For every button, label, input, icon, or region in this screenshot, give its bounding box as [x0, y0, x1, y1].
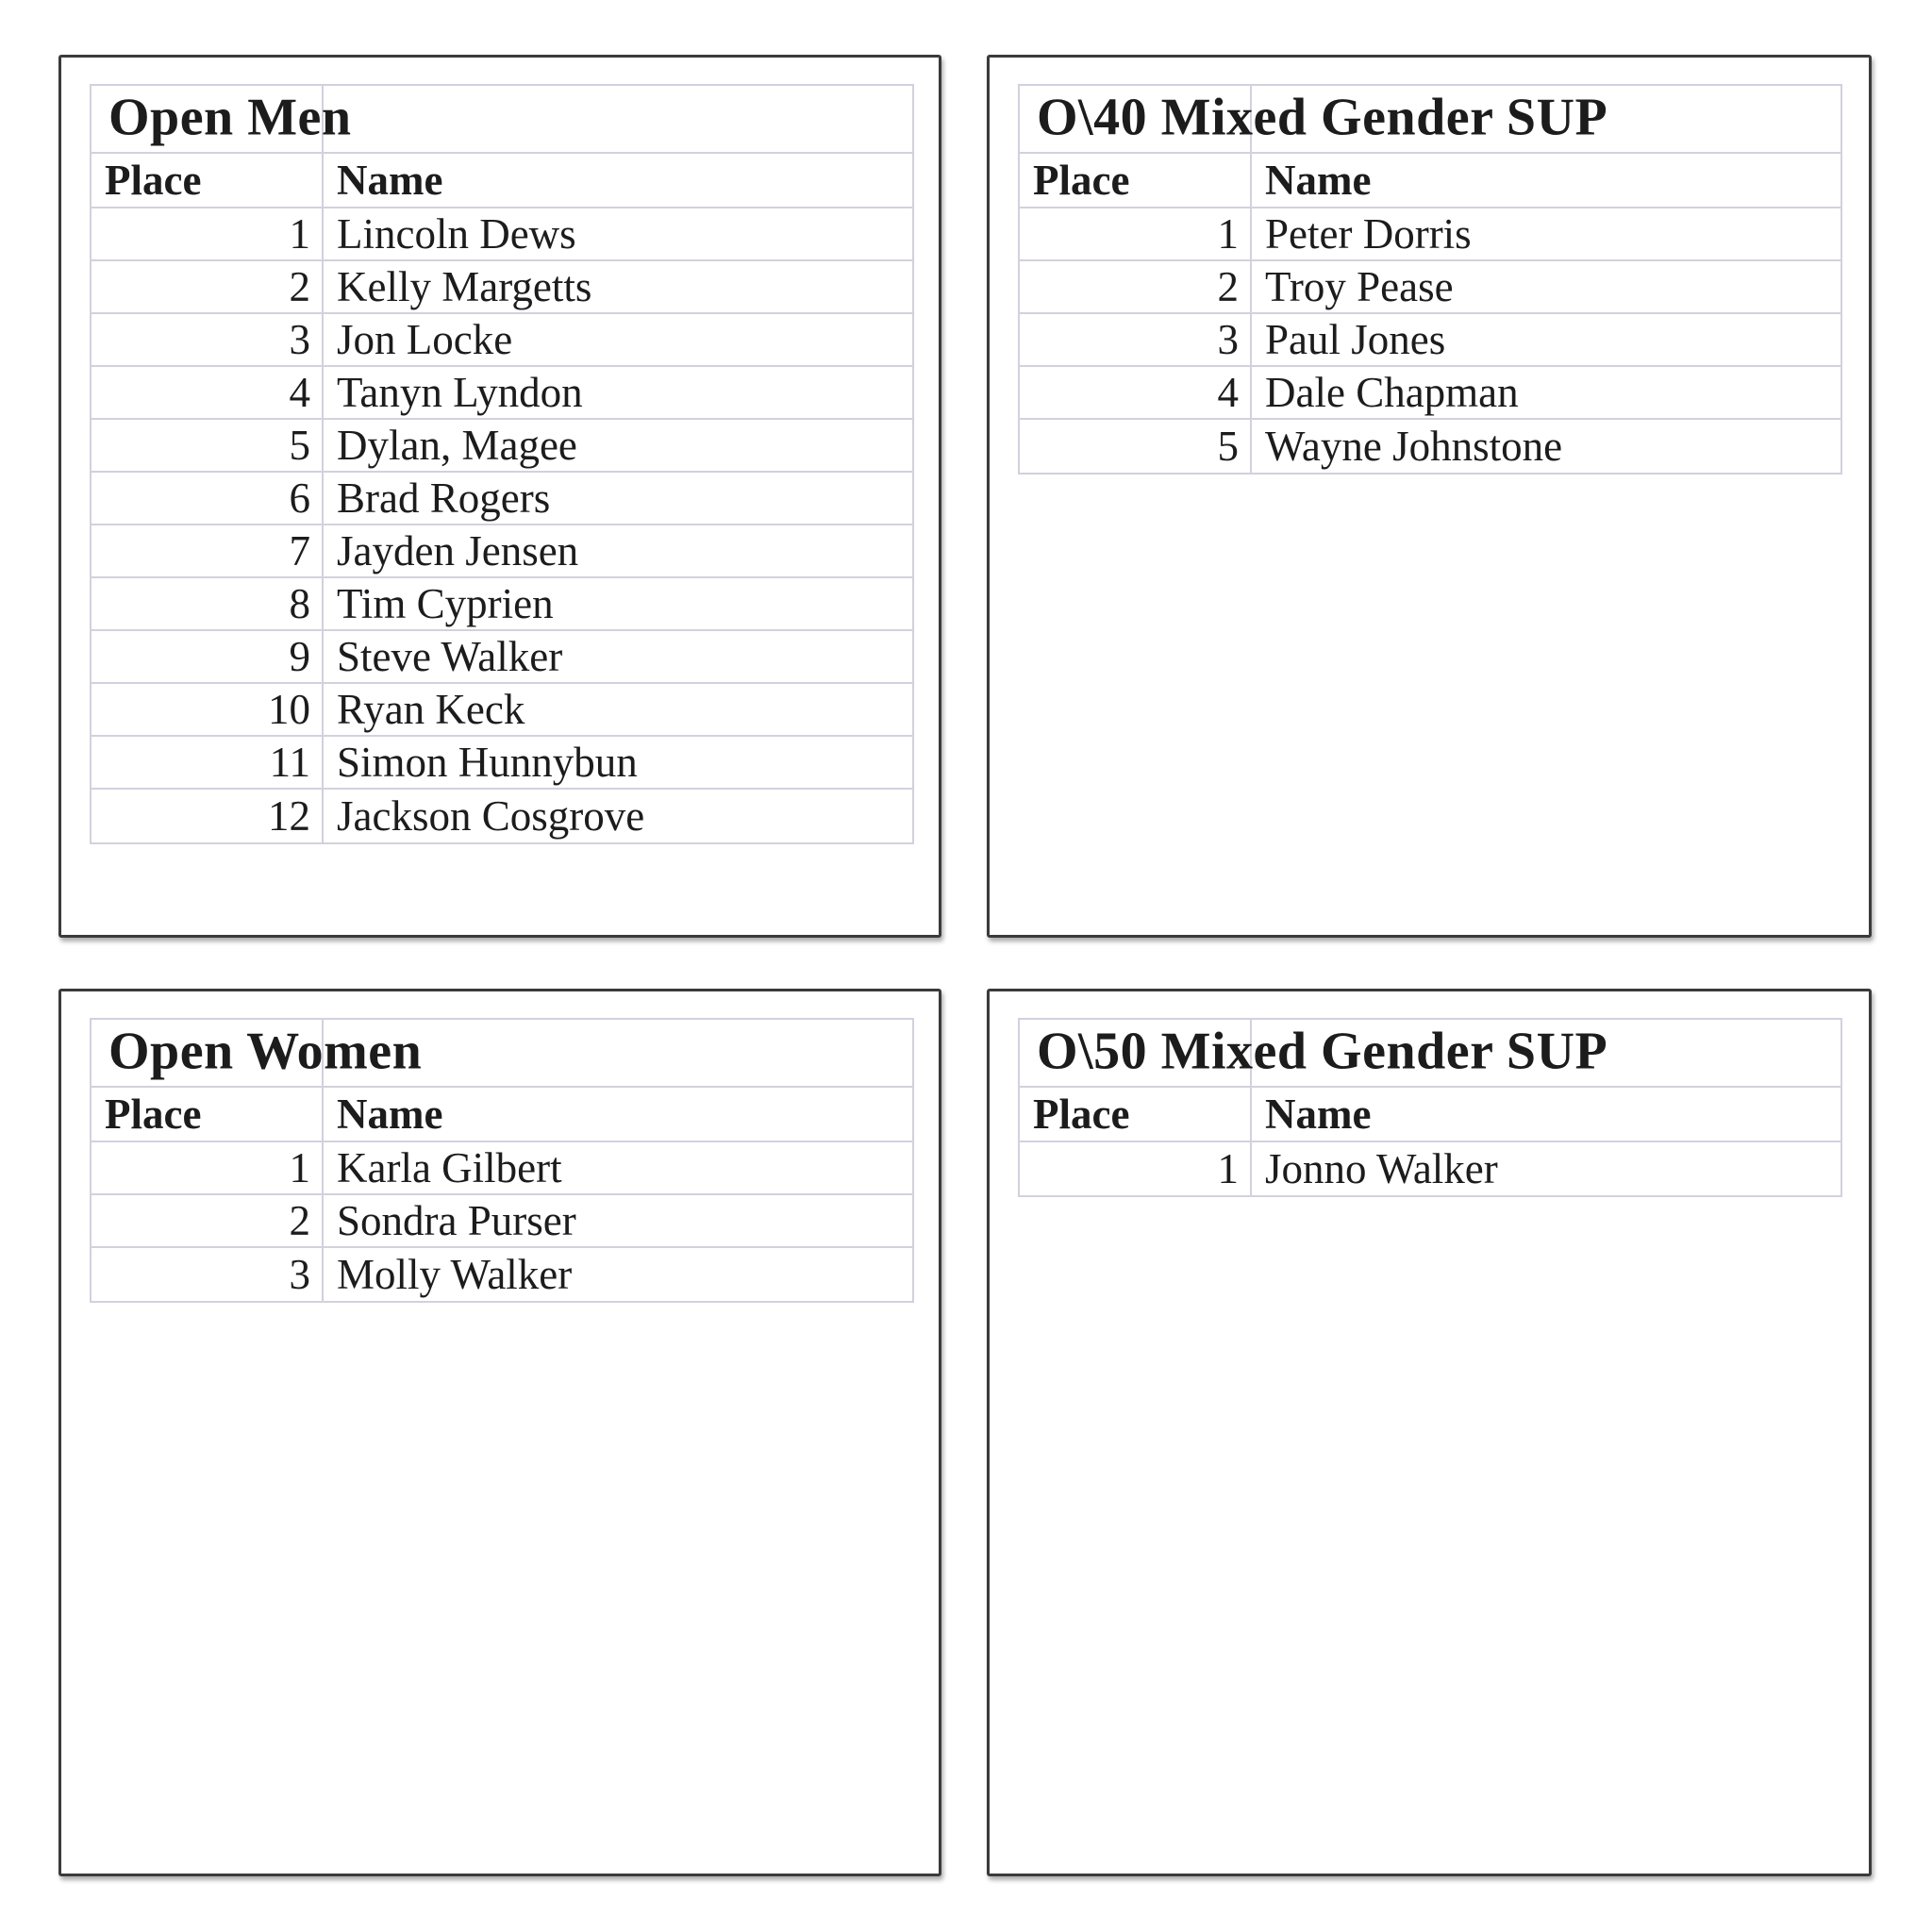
table-title-row: [1020, 86, 1840, 154]
name-cell: Tim Cyprien: [337, 580, 554, 627]
place-cell: 3: [92, 1248, 324, 1301]
name-cell: Jonno Walker: [1265, 1145, 1498, 1192]
table-body: [92, 208, 912, 842]
table-row: [92, 208, 912, 261]
place-cell: 5: [1020, 420, 1252, 473]
results-table-open-men: [90, 84, 914, 844]
name-cell: Troy Pease: [1265, 263, 1454, 310]
name-cell: Dale Chapman: [1265, 369, 1519, 416]
place-cell: 3: [1020, 314, 1252, 365]
name-cell: Molly Walker: [337, 1251, 573, 1298]
table-row: [92, 420, 912, 473]
table-row: [1020, 1142, 1840, 1195]
table-title: O\50 Mixed Gender SUP: [1037, 1022, 1608, 1081]
panel-open-men: [58, 55, 941, 938]
place-cell: 2: [92, 261, 324, 312]
table-row: [92, 790, 912, 842]
table-title-row: [1020, 1020, 1840, 1088]
table-header-row: [92, 154, 912, 208]
column-header-place: Place: [1020, 1088, 1252, 1141]
place-cell: 9: [92, 631, 324, 682]
place-cell: 3: [92, 314, 324, 365]
table-row: [92, 1248, 912, 1301]
name-cell: Simon Hunnybun: [337, 739, 638, 786]
table-row: [92, 314, 912, 367]
table-row: [92, 525, 912, 578]
table-row: [92, 473, 912, 525]
column-header-place: Place: [92, 154, 324, 207]
name-cell: Jackson Cosgrove: [337, 792, 645, 840]
table-row: [1020, 314, 1840, 367]
place-cell: 6: [92, 473, 324, 524]
name-cell: Jayden Jensen: [337, 527, 579, 575]
table-title-row: [92, 86, 912, 154]
name-cell: Peter Dorris: [1265, 210, 1472, 258]
table-row: [92, 1195, 912, 1248]
place-cell: 1: [1020, 208, 1252, 259]
panel-open-women: [58, 989, 941, 1876]
table-title: Open Women: [108, 1022, 423, 1081]
place-cell: 5: [92, 420, 324, 471]
column-header-name: Name: [1265, 1091, 1372, 1138]
name-cell: Dylan, Magee: [337, 422, 577, 469]
place-cell: 8: [92, 578, 324, 629]
table-row: [1020, 420, 1840, 473]
panel-o50-mixed-gender-sup: [987, 989, 1872, 1876]
table-row: [1020, 367, 1840, 420]
table-header-row: [92, 1088, 912, 1142]
place-cell: 12: [92, 790, 324, 842]
table-header-row: [1020, 1088, 1840, 1142]
table-body: [1020, 208, 1840, 473]
table-title: Open Men: [108, 88, 352, 147]
column-header-name: Name: [337, 1091, 443, 1138]
name-cell: Kelly Margetts: [337, 263, 592, 310]
table-row: [92, 684, 912, 737]
place-cell: 10: [92, 684, 324, 735]
name-cell: Wayne Johnstone: [1265, 423, 1563, 470]
table-row: [92, 261, 912, 314]
name-cell: Brad Rogers: [337, 475, 551, 522]
name-cell: Jon Locke: [337, 316, 513, 363]
name-cell: Steve Walker: [337, 633, 563, 680]
results-table-o50-mixed-gender-sup: [1018, 1018, 1842, 1197]
name-cell: Sondra Purser: [337, 1197, 576, 1244]
name-cell: Lincoln Dews: [337, 210, 576, 258]
results-table-o40-mixed-gender-sup: [1018, 84, 1842, 475]
table-title-row: [92, 1020, 912, 1088]
column-header-name: Name: [337, 157, 443, 204]
name-cell: Tanyn Lyndon: [337, 369, 583, 416]
table-row: [92, 1142, 912, 1195]
place-cell: 1: [1020, 1142, 1252, 1195]
panel-o40-mixed-gender-sup: [987, 55, 1872, 938]
place-cell: 1: [92, 1142, 324, 1193]
place-cell: 1: [92, 208, 324, 259]
table-body: [92, 1142, 912, 1301]
column-header-place: Place: [1020, 154, 1252, 207]
place-cell: 7: [92, 525, 324, 576]
title-spacer-cell: [324, 86, 912, 152]
name-cell: Ryan Keck: [337, 686, 525, 733]
results-table-open-women: [90, 1018, 914, 1303]
place-cell: 4: [92, 367, 324, 418]
place-cell: 2: [1020, 261, 1252, 312]
column-header-place: Place: [92, 1088, 324, 1141]
place-cell: 4: [1020, 367, 1252, 418]
table-row: [92, 631, 912, 684]
name-cell: Paul Jones: [1265, 316, 1446, 363]
place-cell: 11: [92, 737, 324, 788]
place-cell: 2: [92, 1195, 324, 1246]
table-row: [1020, 208, 1840, 261]
table-header-row: [1020, 154, 1840, 208]
table-body: [1020, 1142, 1840, 1195]
column-header-name: Name: [1265, 157, 1372, 204]
table-row: [1020, 261, 1840, 314]
table-row: [92, 737, 912, 790]
table-title: O\40 Mixed Gender SUP: [1037, 88, 1608, 147]
table-row: [92, 367, 912, 420]
name-cell: Karla Gilbert: [337, 1144, 562, 1191]
table-row: [92, 578, 912, 631]
